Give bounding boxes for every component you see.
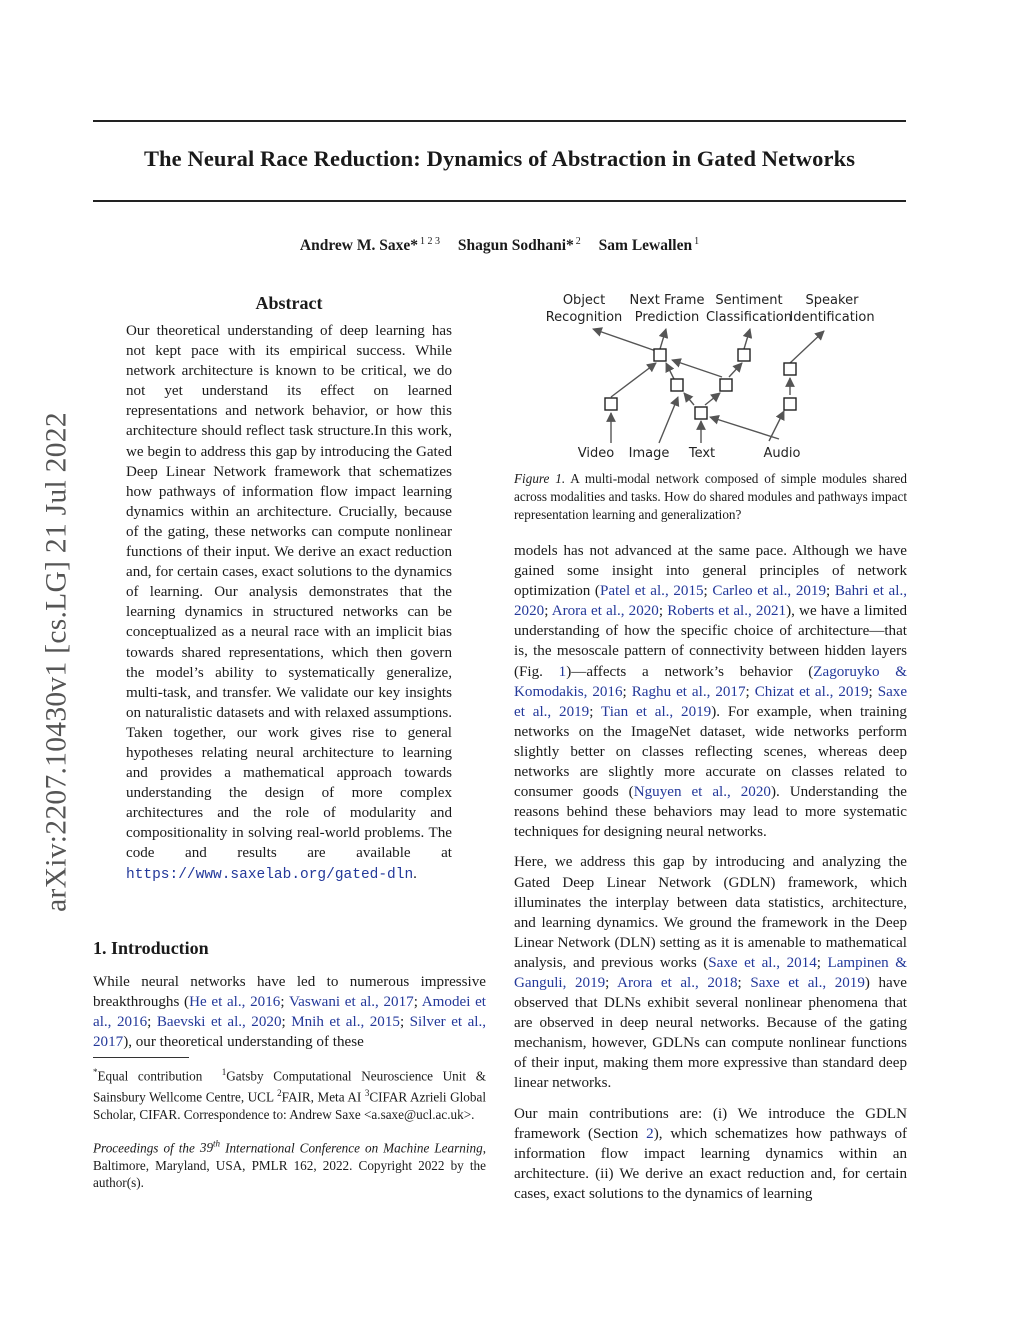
citation-link[interactable]: Baevski et al., 2020 <box>156 1014 282 1031</box>
module-node <box>784 363 796 375</box>
task-label: Classification <box>705 310 793 325</box>
modality-label: Audio <box>763 446 801 461</box>
citation-link[interactable]: Raghu et al., 2017 <box>631 683 746 700</box>
title-bottom-rule <box>93 200 906 202</box>
code-url-link[interactable]: https://www.saxelab.org/gated-dln <box>126 866 414 883</box>
task-label: Recognition <box>545 310 623 325</box>
citation-link[interactable]: Patel et al., 2015 <box>599 583 704 600</box>
body-text: Our main contributions are: (i) We introduce the GDLN framework (Section <box>514 1105 907 1142</box>
paper-title: The Neural Race Reduction: Dynamics of Abstraction in Gated Networks <box>143 146 856 171</box>
author-name: Sam Lewallen <box>598 237 693 254</box>
module-node <box>654 349 666 361</box>
task-label: Identification <box>789 310 875 325</box>
citation-link[interactable]: Chizat et al., 2019 <box>754 683 869 700</box>
body-paragraph: models has not advanced at the same pace. Although we have gained some insight into general principles of network optimization (Patel et al., 2015; Carleo et al., 2019; Bahri et al., 2020; Arora et al., 2020; Roberts et al., 2021), we have a limited understanding of how the specific choice of architecture—that is, the mesoscale pattern of connectivity between hidden layers (Fig. 1)—affects a network’s behavior (Zagoruyko & Komodakis, 2016; Raghu et al., 2017; Chizat et al., 2019; Saxe et al., 2019; Tian et al., 2019). For example, when training networks on the ImageNet dataset, wide networks perform slightly better on classes reflecting scenes, whereas deep networks are slightly more accurate on classes related to consumer goods (Nguyen et al., 2020). Understanding the reasons behind these behaviors may lead to more systematic techniques for designing neural networks. <box>514 543 908 841</box>
task-label: Sentiment <box>715 293 783 308</box>
author-affiliation: 1 2 3 <box>420 236 441 247</box>
footnote-text: CIFAR Azrieli Global Scholar, CIFAR. Correspondence to: Andrew Saxe <a.saxe@ucl.ac.uk>. <box>93 1089 487 1122</box>
network-edges <box>593 329 824 443</box>
body-text: models has not advanced at the same pace. Although we have gained some insight into general principles of network optimization ( <box>514 543 907 600</box>
body-paragraph <box>514 1104 907 1204</box>
modality-label: Video <box>577 446 615 461</box>
abstract-end: . <box>413 865 417 882</box>
network-modules <box>605 349 796 419</box>
module-node <box>695 407 707 419</box>
modality-label: Text <box>688 446 716 461</box>
abstract-paragraph <box>126 321 452 885</box>
citation-link[interactable]: Carleo et al., 2019 <box>712 583 827 600</box>
figure-reference-link[interactable]: 1 <box>558 663 567 680</box>
footnote-rule <box>93 1057 189 1058</box>
task-label: Next Frame <box>629 293 705 308</box>
citation-link[interactable]: Saxe et al., 2014 <box>708 954 817 971</box>
intro-text: ), our theoretical understanding of these <box>123 1034 364 1051</box>
citation-link[interactable]: Saxe et al., 2019 <box>750 974 865 991</box>
module-node <box>784 398 796 410</box>
citation-link[interactable]: Saxe et al., 2019 <box>514 683 908 720</box>
module-node <box>605 398 617 410</box>
caption-label: Figure 1. <box>514 471 566 486</box>
citation-link[interactable]: Zagoruyko & Komodakis, 2016 <box>514 663 907 700</box>
body-text: ), which schematizes how pathways of information flow impact learning dynamics within an architecture. (ii) We derive an exact reduction and, for certain cases, exact solutions to the dynamics of learning <box>514 1125 908 1202</box>
citation-link[interactable]: Nguyen et al., 2020 <box>633 784 771 801</box>
module-node <box>738 349 750 361</box>
title-top-rule <box>93 120 906 122</box>
task-label: Object <box>562 293 606 308</box>
figure-1-network-diagram <box>514 285 907 465</box>
introduction-heading: 1. Introduction <box>93 938 209 958</box>
author-affiliation: 2 <box>575 236 581 247</box>
citation-link[interactable]: Arora et al., 2018 <box>617 974 738 991</box>
affiliation-footnote: *Equal contribution $^1$Gatsby Computational Neuroscience Unit & Sainsbury Wellcome Centre, UCL $^2$FAIR, Meta AI $^3$CIFAR Azrieli Global Scholar, CIFAR. Correspondence to: Andrew Saxe <a.saxe@ucl.ac.uk>. <box>93 1067 487 1122</box>
introduction-body <box>93 972 486 1052</box>
citation-link[interactable]: Mnih et al., 2015 <box>291 1014 400 1031</box>
right-column-body <box>514 541 907 1204</box>
modality-label: Image <box>628 446 670 461</box>
body-paragraph: Here, we address this gap by introducing and analyzing the Gated Deep Linear Network (GDLN) framework, which illuminates the interplay between data statistics, architecture, and learning dynamics. We ground the framework in the Deep Linear Network (DLN) setting as it is amenable to mathematical analysis, and previous works (Saxe et al., 2014; Lampinen & Ganguli, 2019; Arora et al., 2018; Saxe et al., 2019) have observed that DLNs exhibit several nonlinear phenomena that are observed in deep neural networks. Because of the gating mechanism, however, GDLNs can compute nonlinear functions of their input, making them more expressive than standard deep linear networks. <box>514 854 907 1092</box>
abstract-heading: Abstract <box>255 293 323 313</box>
body-text: ). For example, when training networks on the ImageNet dataset, wide networks perform slightly better on classes reflecting scenes, whereas deep networks are slightly more accurate on classes related to consumer goods ( <box>514 703 907 801</box>
figure-1-caption <box>514 470 907 524</box>
citation-link[interactable]: Lampinen & Ganguli, 2019 <box>514 954 907 991</box>
author-name: Shagun Sodhani* <box>457 237 574 254</box>
footnote-text: Gatsby Computational Neuroscience Unit & Sainsbury Wellcome Centre, UCL <box>93 1068 486 1105</box>
footnote-text: Equal contribution <box>97 1068 203 1084</box>
body-text: Here, we address this gap by introducing and analyzing the Gated Deep Linear Network (GDLN) framework, which illuminates the interplay between data statistics, architecture, and learning dynamics. We ground the framework in the Deep Linear Network (DLN) setting as it is amenable to mathematical analysis, and previous works ( <box>514 854 907 971</box>
footnotes <box>93 1057 486 1192</box>
author-list <box>93 236 906 255</box>
proceedings-number: 39 <box>199 1139 214 1155</box>
footnote-text: FAIR, Meta AI <box>281 1089 362 1105</box>
proceedings-location: , Baltimore, Maryland, USA, PMLR 162, 2022. Copyright 2022 by the author(s). <box>93 1139 486 1191</box>
citation-link[interactable]: Roberts et al., 2021 <box>667 603 787 620</box>
task-label: Prediction <box>634 310 700 325</box>
intro-text: While neural networks have led to numerous impressive breakthroughs ( <box>93 974 486 1011</box>
author-name: Andrew M. Saxe* <box>299 237 419 254</box>
caption-text: A multi-modal network composed of simple modules shared across modalities and tasks. How do shared modules and pathways impact representation learning and generalization? <box>514 471 907 522</box>
body-text: ). Understanding the reasons behind these behaviors may lead to more systematic techniques for designing neural networks. <box>514 784 907 841</box>
citation-link[interactable]: Silver et al., 2017 <box>93 1014 487 1051</box>
citation-link[interactable]: Tian et al., 2019 <box>601 703 712 720</box>
citation-link[interactable]: Bahri et al., 2020 <box>514 583 907 620</box>
citation-link[interactable]: He et al., 2016 <box>189 994 281 1011</box>
author-affiliation: 1 <box>694 236 700 247</box>
module-node <box>720 379 732 391</box>
module-node <box>671 379 683 391</box>
body-text: ) have observed that DLNs exhibit several nonlinear phenomena that are observed in deep neural networks. Because of the gating mechanism, however, GDLNs can compute nonlinear functions of their input, making them more expressive than standard deep linear networks. <box>514 974 907 1092</box>
proceedings-suffix: th <box>213 1138 221 1149</box>
task-label: Speaker <box>805 293 859 308</box>
introduction-paragraph: While neural networks have led to numerous impressive breakthroughs (He et al., 2016; Vaswani et al., 2017; Amodei et al., 2016; Baevski et al., 2020; Mnih et al., 2015; Silver et al., 2017), our theoretical understanding of these <box>93 974 487 1051</box>
proceedings-venue: International Conference on Machine Learning <box>225 1139 483 1155</box>
proceedings-note <box>93 1136 486 1192</box>
citation-link[interactable]: Arora et al., 2020 <box>551 603 659 620</box>
citation-link[interactable]: Amodei et al., 2016 <box>93 994 486 1031</box>
proceedings-text: Proceedings of the <box>93 1139 195 1155</box>
abstract-body <box>126 321 452 885</box>
arxiv-identifier: arXiv:2207.10430v1 [cs.LG] 21 Jul 2022 <box>40 412 73 912</box>
body-text: )—affects a network’s behavior ( <box>566 663 814 680</box>
section-reference-link[interactable]: 2 <box>646 1125 654 1142</box>
body-text: ), we have a limited understanding of how the specific choice of architecture—that is, the mesoscale pattern of connectivity between hidden layers (Fig. <box>514 603 908 680</box>
citation-link[interactable]: Vaswani et al., 2017 <box>288 994 414 1011</box>
abstract-text: Our theoretical understanding of deep learning has not kept pace with its empirical success. While network architecture is known to be critical, we do not yet understand its effect on learned representations and network behavior, or how this architecture should reflect task structure.In this work, we begin to address this gap by introducing the Gated Deep Linear Network framework that schematizes how pathways of information flow impact learning dynamics within an architecture. Crucially, because of the gating, these networks can compute nonlinear functions of their input. We derive an exact reduction and, for certain cases, exact solutions to the dynamics of learning. Our analysis demonstrates that the learning dynamics in structured networks can be conceptualized as a neural race with an implicit bias towards shared representations, which then govern the model’s ability to systematically generalize, multi-task, and transfer. We validate our key insights on naturalistic datasets and with relaxed assumptions. Taken together, our work gives rise to general hypotheses relating neural architecture to learning and provides a mathematical approach towards understanding the design of more complex architectures and the role of modularity and compositionality in solving real-world problems. The code and results are available at <box>126 323 452 862</box>
